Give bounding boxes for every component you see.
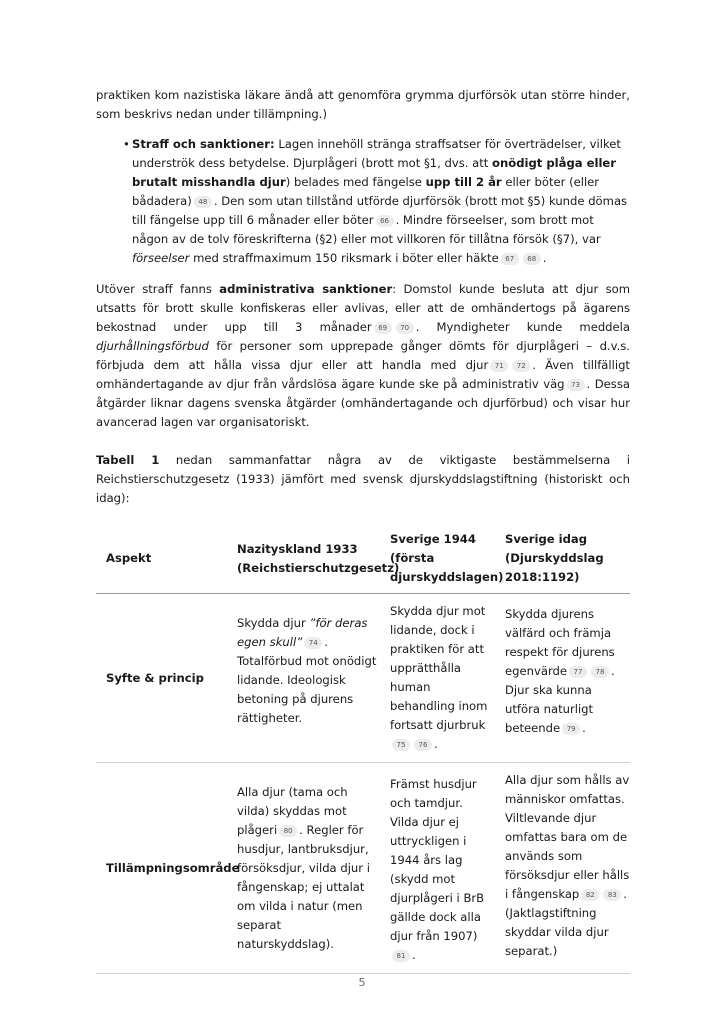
header-sweden-1944: Sverige 1944 (första djurskyddslagen): [380, 530, 495, 594]
header-germany-1933: Nazityskland 1933 (Reichstierschutzgesetz): [227, 530, 380, 594]
citation-ref[interactable]: 76: [414, 739, 432, 751]
citation-ref[interactable]: 48: [194, 196, 212, 208]
citation-ref[interactable]: 74: [304, 637, 322, 649]
citation-ref[interactable]: 75: [392, 739, 410, 751]
cell-sweden-1944: Främst husdjur och tamdjur. Vilda djur ej uttryckligen i 1944 års lag (skydd mot djurplågeri i BrB gällde dock alla djur från 1907)81 .: [380, 763, 495, 974]
cell-sweden-today: Skydda djurens välfärd och främja respekt för djurens egenvärde 77 78 . Djur ska kunna utföra naturligt beteende 79 .: [495, 594, 630, 763]
document-page: [96, 86, 630, 974]
row-aspect-label: Syfte & princip: [96, 594, 227, 763]
cell-sweden-1944: Skydda djur mot lidande, dock i praktiken för att upprätthålla human behandling inom fortsatt djurbruk75 76 .: [380, 594, 495, 763]
cell-sweden-today: Alla djur som hålls av människor omfattas. Viltlevande djur omfattas bara om de används som försöksdjur eller hålls i fångenskap 82 83 . (Jaktlagstiftning skyddar vilda djur separat.): [495, 763, 630, 974]
citation-ref[interactable]: 68: [523, 253, 541, 265]
table-row: [96, 763, 630, 974]
citation-ref[interactable]: 78: [591, 666, 609, 678]
citation-ref[interactable]: 81: [392, 950, 410, 962]
cell-germany-1933: Alla djur (tama och vilda) skyddas mot plågeri 80 . Regler för husdjur, lantbruksdjur, försöksdjur, vilda djur i fångenskap; ej uttalat om vilda i natur (men separat naturskyddslag).: [227, 763, 380, 974]
citation-ref[interactable]: 79: [562, 723, 580, 735]
citation-ref[interactable]: 69: [374, 322, 392, 334]
citation-ref[interactable]: 71: [490, 360, 508, 372]
comparison-table: [96, 530, 630, 974]
bullet-marker: •: [123, 137, 130, 151]
table-intro-paragraph: Tabell 1 nedan sammanfattar några av de viktigaste bestämmelserna i Reichstierschutzgesetz (1933) jämfört med svensk djurskyddslagstiftning (historiskt och idag):: [96, 453, 630, 505]
table-header-row: [96, 530, 630, 594]
citation-ref[interactable]: 73: [567, 379, 585, 391]
citation-ref[interactable]: 66: [376, 215, 394, 227]
citation-ref[interactable]: 67: [501, 253, 519, 265]
table-row: [96, 594, 630, 763]
citation-ref[interactable]: 77: [569, 666, 587, 678]
page-number: 5: [358, 976, 366, 989]
citation-ref[interactable]: 82: [581, 889, 599, 901]
header-aspect: Aspekt: [96, 530, 227, 594]
admin-sanctions-paragraph: Utöver straff fanns administrativa sanktioner: Domstol kunde besluta att djur som utsatts för brott skulle konfiskeras eller avlivas, eller att de omhändertogs på ägarens bekostnad under upp till 3 månader 69 70 . Myndigheter kunde meddela djurhållningsförbud för personer som upprepade gånger dömts för djurplågeri – d.v.s. förbjuda dem att hålla vissa djur eller att handla med djur 71 72 . Även tillfälligt omhändertagande av djur från vårdslösa ägare kunde ske på administrativ väg 73 . Dessa åtgärder liknar dagens svenska åtgärder (omhändertagande och djurförbud) och visar hur avancerad lagen var organisatoriskt.: [96, 282, 631, 429]
bullet-sanctions: [96, 135, 630, 268]
citation-ref[interactable]: 72: [512, 360, 530, 372]
citation-ref[interactable]: 80: [279, 825, 297, 837]
bullet-sanctions-text: Straff och sanktioner: Lagen innehöll stränga straffsatser för överträdelser, vilket underströk dess betydelse. Djurplågeri (brott mot §1, dvs. att onödigt plåga eller brutalt misshandla djur) belades med fängelse upp till 2 år eller böter (eller bådadera) 48 . Den som utan tillstånd utförde djurförsök (brott mot §5) kunde dömas till fängelse upp till 6 månader eller böter 66 . Mindre förseelser, som brott mot någon av de tolv föreskrifterna (§2) eller mot villkoren för tillåtna försök (§7), var förseelser med straffmaximum 150 riksmark i böter eller häkte 67 68 .: [132, 137, 628, 265]
intro-paragraph: praktiken kom nazistiska läkare ändå att genomföra grymma djurförsök utan större hinder, som beskrivs nedan under tillämpning.): [96, 88, 630, 121]
cell-germany-1933: Skydda djur ”för deras egen skull” 74 . Totalförbud mot onödigt lidande. Ideologisk betoning på djurens rättigheter.: [227, 594, 380, 763]
bullet-label: Straff och sanktioner:: [132, 137, 275, 151]
citation-ref[interactable]: 83: [603, 889, 621, 901]
header-sweden-today: Sverige idag (Djurskyddslag 2018:1192): [495, 530, 630, 594]
row-aspect-label: Tillämpningsområde: [96, 763, 227, 974]
citation-ref[interactable]: 70: [396, 322, 414, 334]
